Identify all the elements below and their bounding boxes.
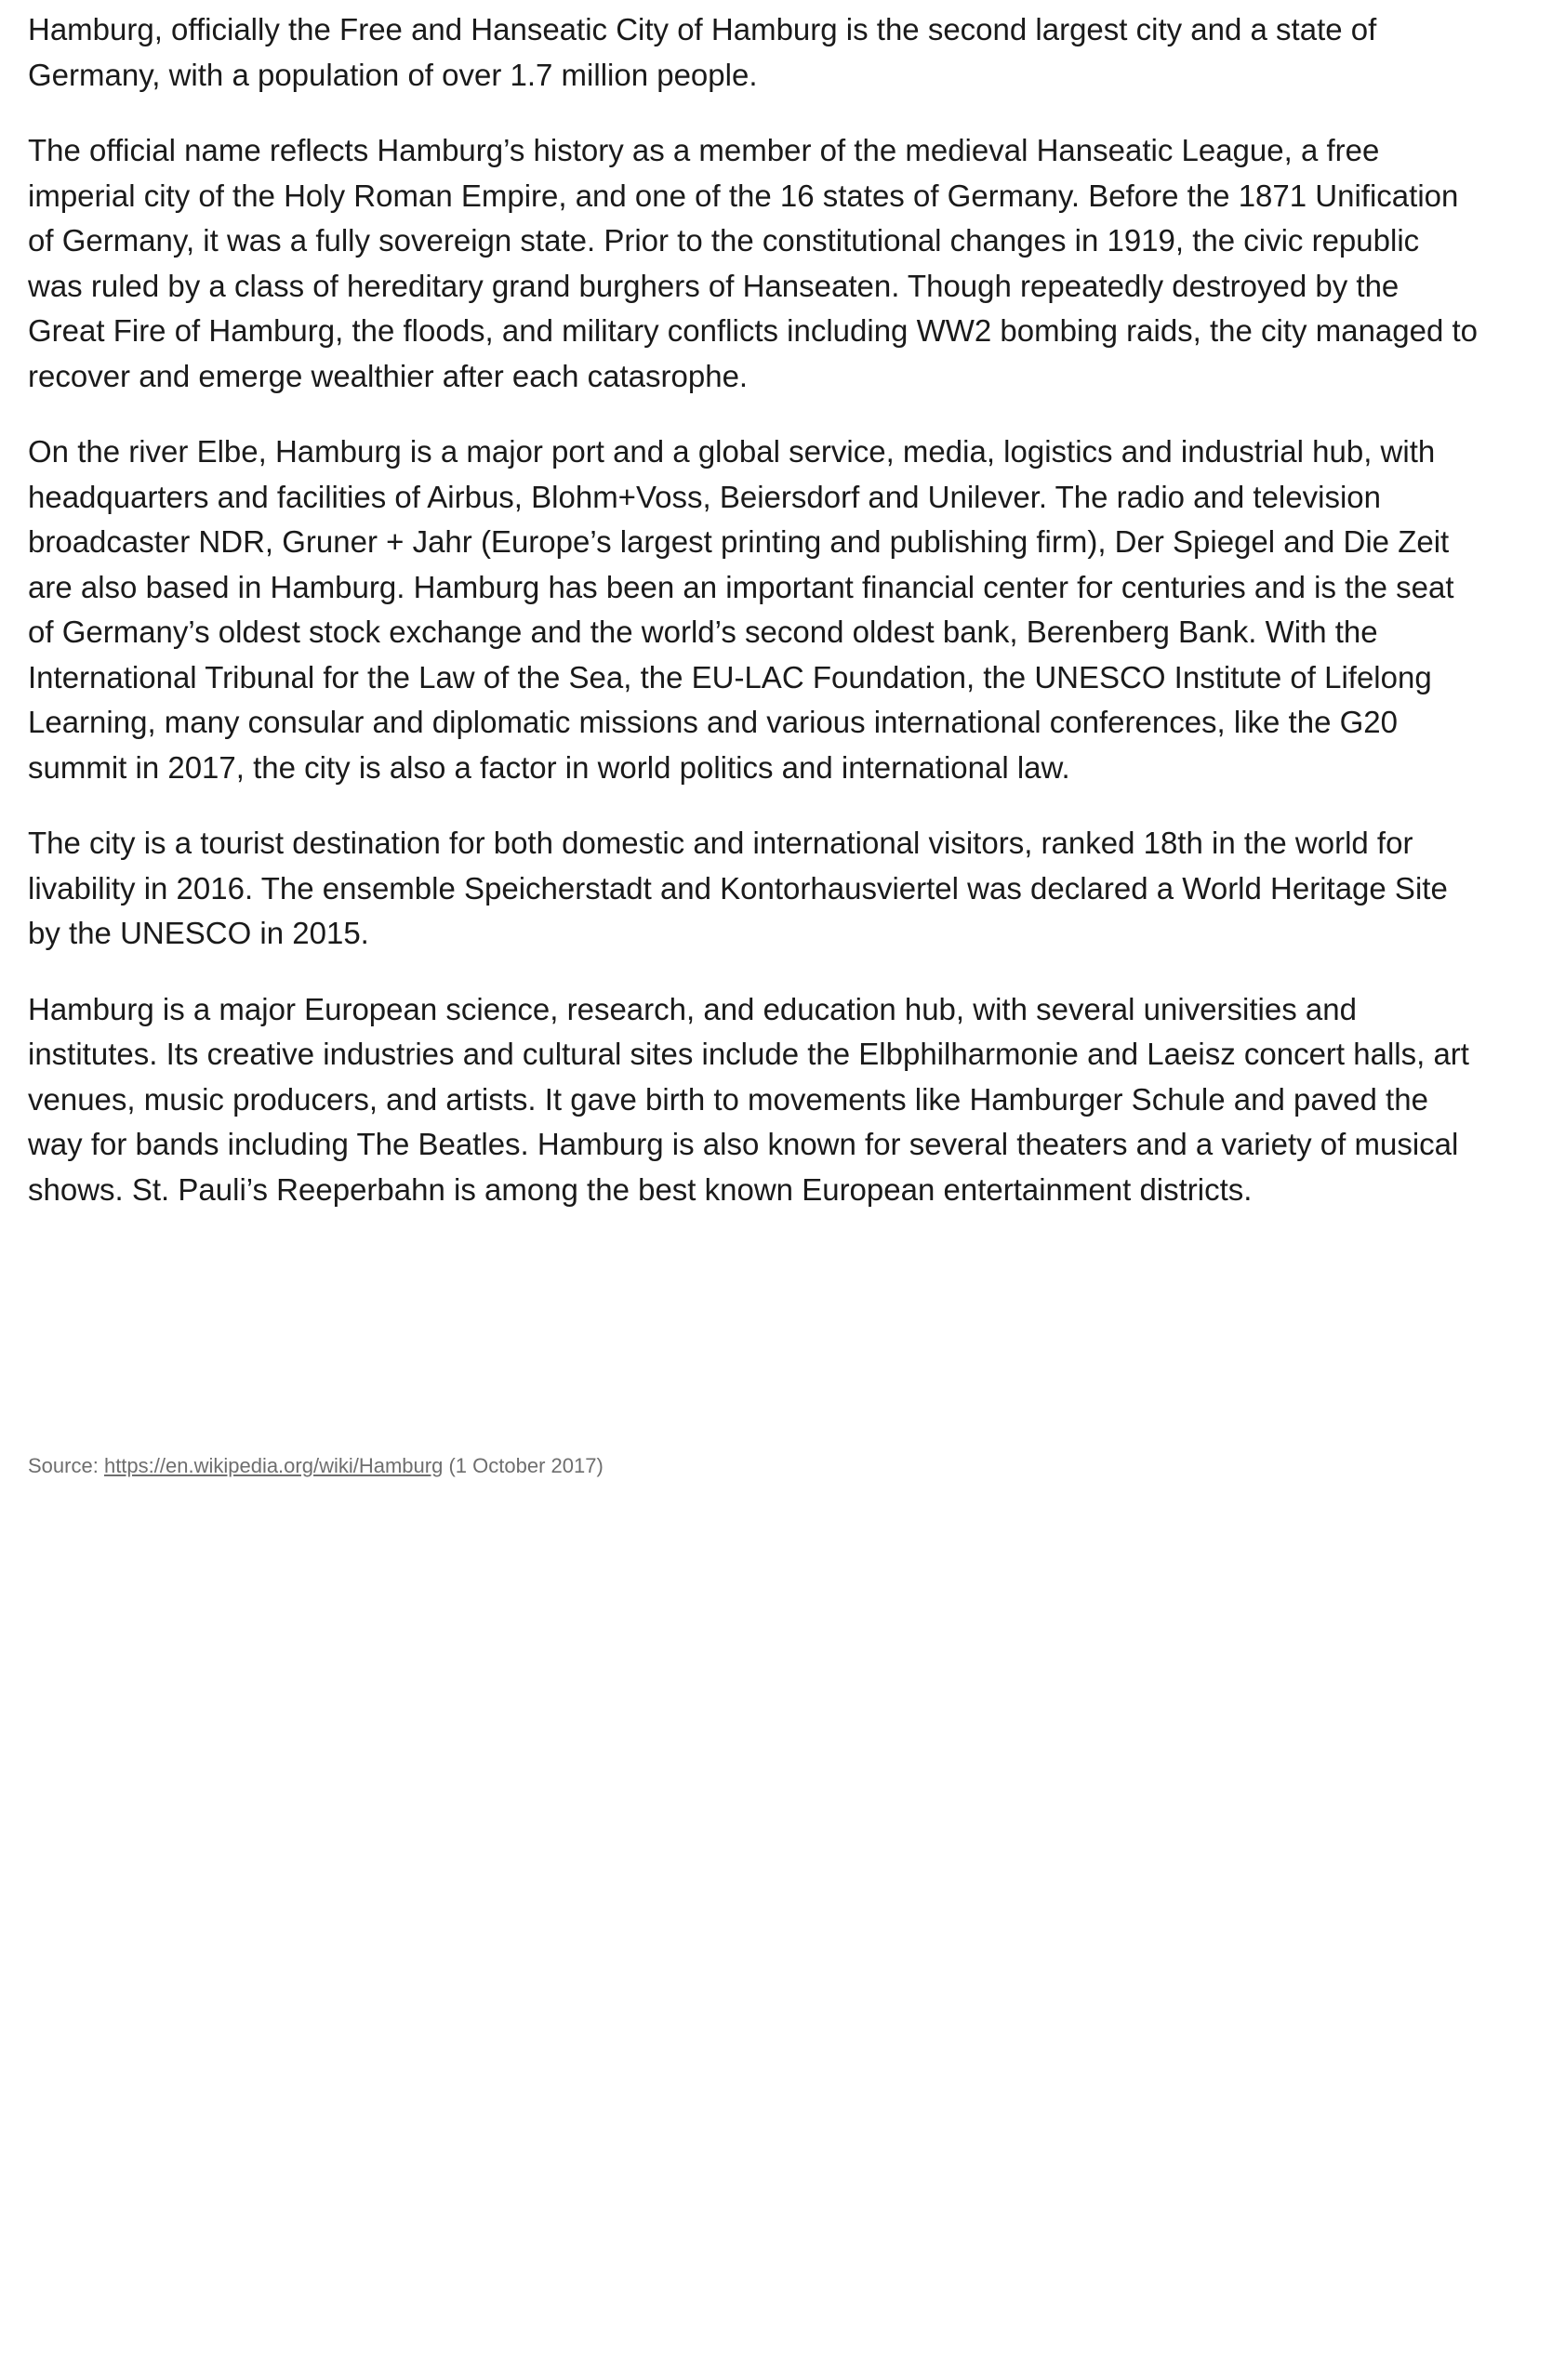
source-citation: [28, 1452, 604, 1480]
paragraph-economy: On the river Elbe, Hamburg is a major port and a global service, media, logistics and industrial hub, with headquarters and facilities of Airbus, Blohm+Voss, Beiersdorf and Unilever. The radio and television broadcaster NDR, Gruner + Jahr (Europe’s largest printing and publishing firm), Der Spiegel and Die Zeit are also based in Hamburg. Hamburg has been an important financial center for centuries and is the seat of Germany’s oldest stock exchange and the world’s second oldest bank, Berenberg Bank. With the International Tribunal for the Law of the Sea, the EU-LAC Foundation, the UNESCO Institute of Lifelong Learning, many consular and diplomatic missions and various international conferences, like the G20 summit in 2017, the city is also a factor in world politics and international law.: [28, 434, 1454, 785]
paragraph-history: The official name reflects Hamburg’s history as a member of the medieval Hanseatic League, a free imperial city of the Holy Roman Empire, and one of the 16 states of Germany. Before the 1871 Unification of Germany, it was a fully sovereign state. Prior to the constitutional changes in 1919, the civic republic was ruled by a class of hereditary grand burghers of Hanseaten. Though repeatedly destroyed by the Great Fire of Hamburg, the floods, and military conflicts including WW2 bombing raids, the city managed to recover and emerge wealthier after each catasrophe.: [28, 133, 1479, 393]
paragraph-tourism: The city is a tourist destination for both domestic and international visitors, ranked 18th in the world for livability in 2016. The ensemble Speicherstadt and Kontorhausviertel was declared a World Heritage Site by the UNESCO in 2015.: [28, 826, 1448, 950]
source-date: (1 October 2017): [448, 1454, 604, 1477]
paragraph-intro: Hamburg, officially the Free and Hanseatic City of Hamburg is the second largest city and a state of Germany, with a population of over 1.7 million people.: [28, 12, 1377, 92]
source-link[interactable]: https://en.wikipedia.org/wiki/Hamburg: [103, 1454, 444, 1477]
article-body: [28, 7, 1479, 1243]
paragraph-culture: Hamburg is a major European science, research, and education hub, with several universities and institutes. Its creative industries and cultural sites include the Elbphilharmonie and Laeisz concert halls, art venues, music producers, and artists. It gave birth to movements like Hamburger Schule and paved the way for bands including The Beatles. Hamburg is also known for several theaters and a variety of musical shows. St. Pauli’s Reeperbahn is among the best known European entertainment districts.: [28, 991, 1469, 1207]
source-prefix: Source:: [28, 1454, 99, 1477]
